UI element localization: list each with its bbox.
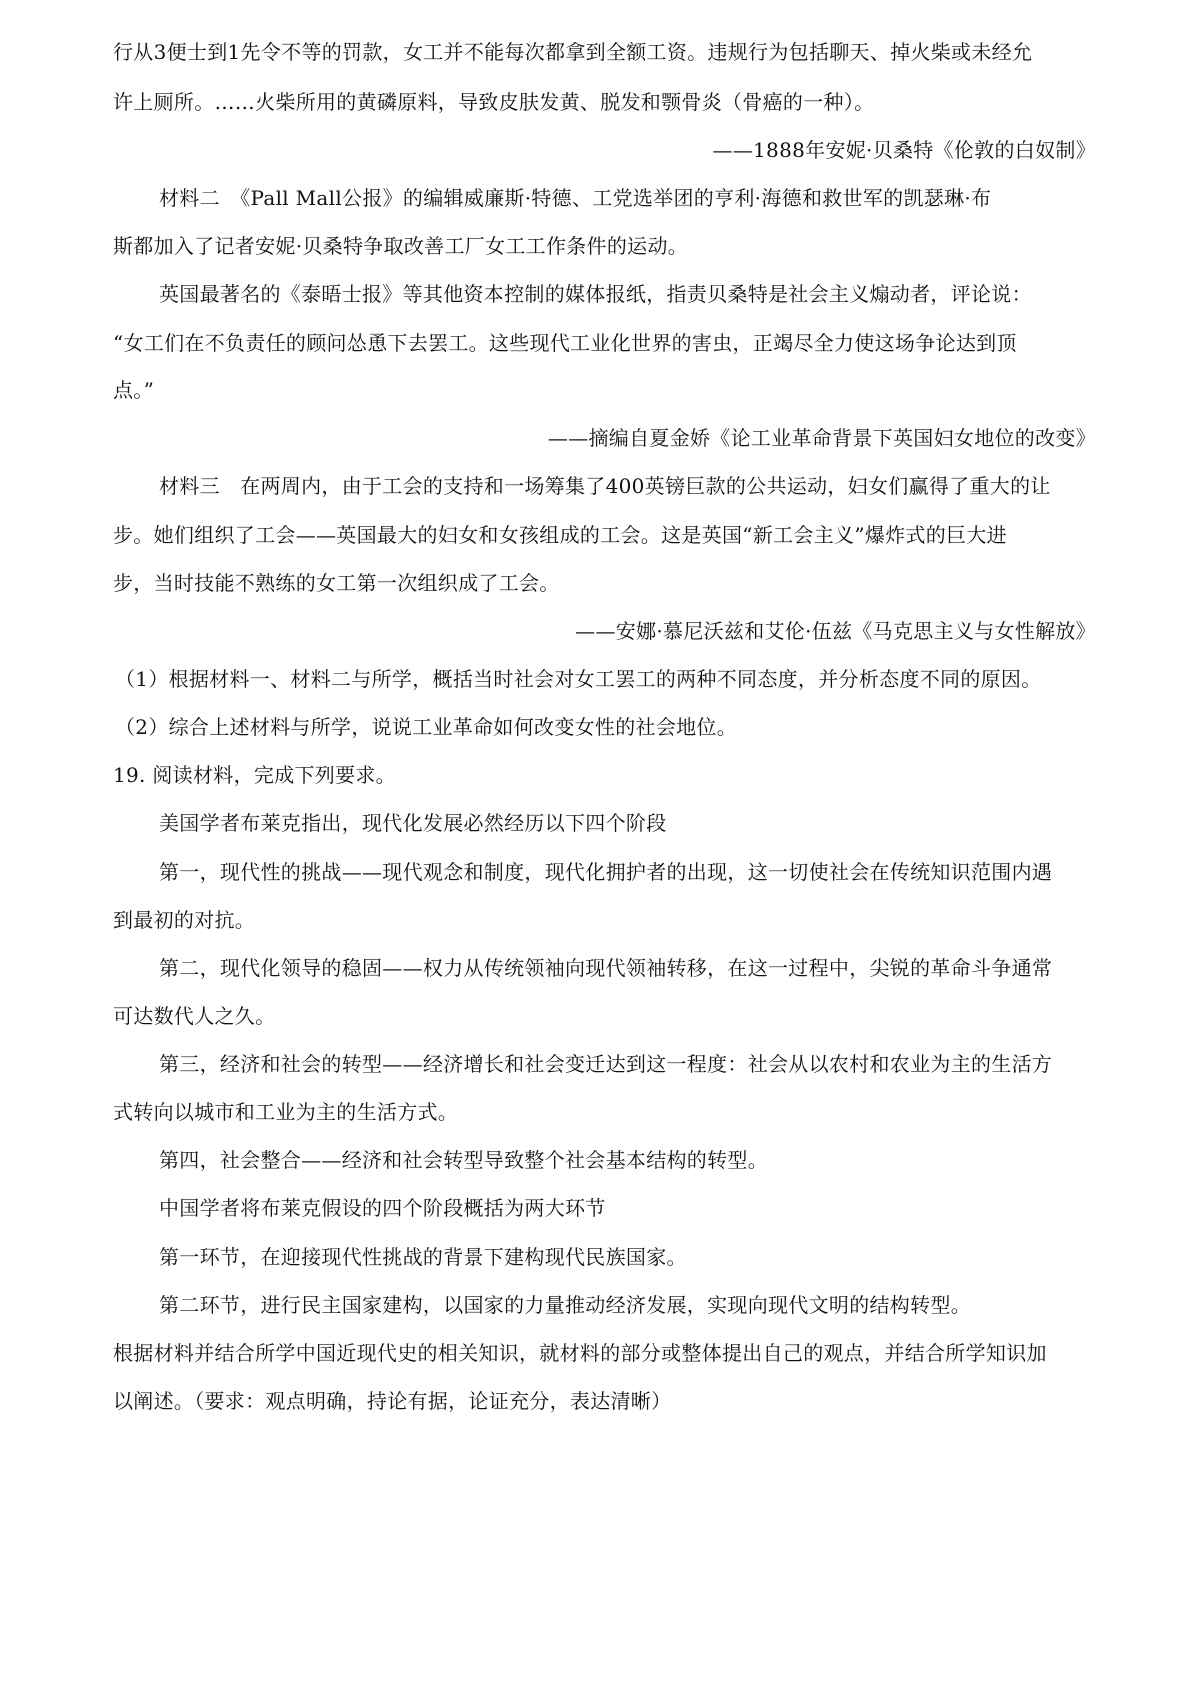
text-line-link-one: 第一环节，在迎接现代性挑战的背景下建构现代民族国家。 [159, 1245, 687, 1269]
text-line-material-two-cont: 斯都加入了记者安妮·贝桑特争取改善工厂女工工作条件的运动。 [113, 234, 689, 258]
text-line-material-one-fines: 行从3便士到1先令不等的罚款，女工并不能每次都拿到全额工资。违规行为包括聊天、掉火柴或未经允 [113, 40, 1033, 64]
question-19-requirements: 以阐述。（要求：观点明确，持论有据，论证充分，表达清晰） [113, 1389, 672, 1413]
text-line-times-quote: “女工们在不负责任的顾问怂恿下去罢工。这些现代工业化世界的害虫，正竭尽全力使这场争论达到顶 [113, 331, 1017, 355]
text-line-stage-two-cont: 可达数代人之久。 [113, 1004, 276, 1028]
text-line-material-one-health: 许上厕所。……火柴所用的黄磷原料，导致皮肤发黄、脱发和颚骨炎（骨癌的一种）。 [113, 90, 875, 114]
text-line-black-intro: 美国学者布莱克指出，现代化发展必然经历以下四个阶段 [159, 811, 667, 835]
text-line-stage-three-cont: 式转向以城市和工业为主的生活方式。 [113, 1100, 459, 1124]
text-line-stage-one: 第一，现代性的挑战——现代观念和制度，现代化拥护者的出现，这一切使社会在传统知识范围内遇 [159, 860, 1053, 884]
text-line-stage-three: 第三，经济和社会的转型——经济增长和社会变迁达到这一程度：社会从以农村和农业为主的生活方 [159, 1052, 1053, 1076]
source-citation-besant: ——1888年安妮·贝桑特《伦敦的白奴制》 [712, 138, 1096, 162]
text-line-stage-four: 第四，社会整合——经济和社会转型导致整个社会基本结构的转型。 [159, 1148, 768, 1172]
text-line-times-quote-end: 点。” [113, 378, 155, 402]
text-line-link-two: 第二环节，进行民主国家建构，以国家的力量推动经济发展，实现向现代文明的结构转型。 [159, 1293, 971, 1317]
question-18-part-1: （1）根据材料一、材料二与所学，概括当时社会对女工罢工的两种不同态度，并分析态度不同的原因。 [115, 667, 1042, 691]
question-19-heading: 19. 阅读材料，完成下列要求。 [113, 763, 396, 787]
question-19-prompt: 根据材料并结合所学中国近现代史的相关知识，就材料的部分或整体提出自己的观点，并结合所学知识加 [113, 1341, 1047, 1365]
text-line-chinese-scholars: 中国学者将布莱克假设的四个阶段概括为两大环节 [159, 1196, 606, 1220]
text-line-material-three-end: 步，当时技能不熟练的女工第一次组织成了工会。 [113, 571, 560, 595]
text-line-material-three-start: 材料三 在两周内，由于工会的支持和一场筹集了400英镑巨款的公共运动，妇女们赢得了重大的让 [159, 474, 1051, 498]
text-line-stage-two: 第二，现代化领导的稳固——权力从传统领袖向现代领袖转移，在这一过程中，尖锐的革命斗争通常 [159, 956, 1053, 980]
source-citation-woods: ——安娜·慕尼沃兹和艾伦·伍兹《马克思主义与女性解放》 [575, 619, 1096, 643]
text-line-stage-one-cont: 到最初的对抗。 [113, 908, 256, 932]
text-line-times-criticism: 英国最著名的《泰晤士报》等其他资本控制的媒体报纸，指责贝桑特是社会主义煽动者，评论说： [159, 282, 1032, 306]
text-line-material-three-cont: 步。她们组织了工会——英国最大的妇女和女孩组成的工会。这是英国“新工会主义”爆炸式的巨大进 [113, 523, 1007, 547]
source-citation-xia: ——摘编自夏金娇《论工业革命背景下英国妇女地位的改变》 [547, 426, 1096, 450]
text-line-material-two-start: 材料二 《Pall Mall公报》的编辑威廉斯·特德、工党选举团的亨利·海德和救世军的凯瑟琳·布 [159, 186, 992, 210]
question-18-part-2: （2）综合上述材料与所学，说说工业革命如何改变女性的社会地位。 [115, 715, 738, 739]
